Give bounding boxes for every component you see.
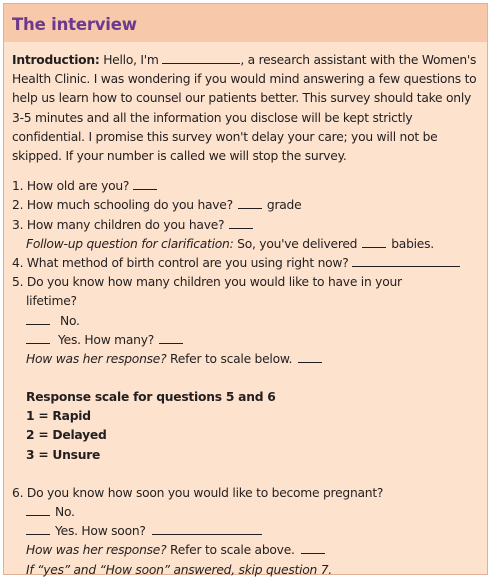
q5-yes-blank[interactable]	[26, 331, 50, 344]
q6-yes-label: Yes. How soon?	[55, 524, 146, 539]
question-3-followup	[12, 235, 482, 254]
question-6-yes-option	[12, 522, 482, 541]
q6-no-label: No.	[55, 505, 75, 520]
birth-control-blank[interactable]	[352, 254, 460, 267]
q5-response-text: Refer to scale below.	[166, 351, 293, 366]
followup-label: Follow-up question for clarification:	[26, 236, 234, 251]
scale-item-rapid: 1 = Rapid	[26, 409, 91, 424]
question-3-text: 3. How many children do you have?	[12, 217, 225, 232]
question-2-text: 2. How much schooling do you have?	[12, 198, 233, 213]
q5-response-blank[interactable]	[298, 350, 322, 363]
q5-no-label: No.	[60, 313, 80, 328]
section-title: The interview	[12, 15, 137, 34]
q5-no-blank[interactable]	[26, 312, 50, 325]
how-soon-blank[interactable]	[152, 522, 262, 535]
children-count-blank[interactable]	[229, 216, 253, 229]
question-5-yes-option	[12, 331, 482, 350]
q5-yes-label: Yes. How many?	[58, 332, 155, 347]
question-6	[12, 484, 482, 503]
header-band	[4, 4, 487, 42]
introduction-paragraph	[12, 51, 482, 166]
q6-response-text: Refer to scale above.	[166, 543, 295, 558]
question-6-text: 6. Do you know how soon you would like to become pregnant?	[12, 485, 384, 500]
grade-label: grade	[266, 198, 302, 213]
intro-pre: Hello, I'm	[99, 53, 163, 67]
question-6-no-option	[12, 503, 482, 522]
question-5-line-1	[12, 273, 482, 292]
q6-response-label: How was her response?	[26, 543, 167, 558]
question-5-text: 5. Do you know how many children you would like to have in your	[12, 275, 402, 290]
question-6-response	[12, 541, 482, 560]
question-5-text-cont: lifetime?	[26, 294, 77, 309]
response-scale-heading: Response scale for questions 5 and 6	[26, 390, 276, 405]
how-many-blank[interactable]	[159, 331, 183, 344]
question-5-response	[12, 350, 482, 369]
question-4	[12, 254, 482, 273]
q6-yes-blank[interactable]	[26, 522, 50, 535]
schooling-blank[interactable]	[238, 196, 262, 209]
age-blank[interactable]	[133, 177, 157, 190]
question-2	[12, 196, 482, 215]
question-3	[12, 216, 482, 235]
name-blank[interactable]	[162, 51, 240, 64]
followup-text: So, you've delivered	[233, 236, 358, 251]
scale-item-unsure: 3 = Unsure	[26, 447, 101, 462]
intro-post: , a research assistant with the Women's Health Clinic. I was wondering if you would mind answering a few questions to help us learn how to counsel our patients better. This survey should take only 3-5 minutes and all the information you disclose will be kept strictly confidential. I promise this survey won't delay your care; you will not be skipped. If your number is called we will stop the survey.	[12, 53, 477, 164]
question-1-text: 1. How old are you?	[12, 179, 130, 194]
interview-panel	[3, 3, 488, 575]
question-1	[12, 177, 482, 196]
scale-item-delayed: 2 = Delayed	[26, 428, 107, 443]
delivered-blank[interactable]	[362, 235, 386, 248]
intro-label: Introduction:	[12, 53, 100, 67]
question-4-text: 4. What method of birth control are you using right now?	[12, 255, 349, 270]
q6-no-blank[interactable]	[26, 503, 50, 516]
interview-content	[12, 51, 482, 580]
q5-response-label: How was her response?	[26, 351, 167, 366]
question-5-line-2	[12, 292, 482, 311]
skip-instruction: If “yes” and “How soon” answered, skip question 7.	[26, 562, 332, 577]
question-5-no-option	[12, 312, 482, 331]
q6-response-blank[interactable]	[301, 541, 325, 554]
babies-label: babies.	[391, 236, 434, 251]
